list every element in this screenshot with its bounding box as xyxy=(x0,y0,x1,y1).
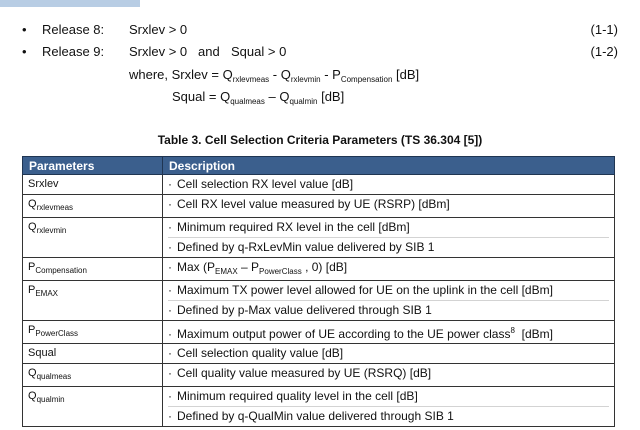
squal-definition: Squal = $Q_{qualmeas} - Q_{qualmin}$ [dB] xyxy=(172,89,345,106)
param-q-qualmeas: $Q_{qualmeas}$ xyxy=(23,364,163,387)
description-cell: · Cell selection quality value [dB] xyxy=(163,344,615,364)
srxlev-definition: where, Srxlev = $Q_{rxlevmeas} - Q_{rxlevmin} - P_{Compensation}$ [dB] xyxy=(129,67,420,84)
parameters-table xyxy=(22,156,615,427)
table-row xyxy=(23,344,615,364)
table-row xyxy=(23,218,615,258)
top-color-band xyxy=(0,0,140,7)
table-row xyxy=(23,175,615,195)
equation-number-1-1: (1-1) xyxy=(590,22,618,37)
release-9-and: and xyxy=(198,44,220,59)
release-9-expression-b: Squal > 0 xyxy=(231,44,287,59)
footnote-ref: 8 xyxy=(510,326,515,335)
table-row xyxy=(23,195,615,218)
table-header-row xyxy=(23,157,615,175)
header-parameters: Parameters xyxy=(23,157,163,175)
release-8-label: Release 8: xyxy=(42,22,105,37)
description-cell: · Minimum required quality level in the cell [dB] · Defined by q-QualMin value delivered through SIB 1 xyxy=(163,387,615,427)
param-srxlev: Srxlev xyxy=(23,175,163,195)
release-9-expression-a: Srxlev > 0 xyxy=(129,44,188,59)
table-caption: Table 3. Cell Selection Criteria Parameters (TS 36.304 [5]) xyxy=(157,133,483,147)
header-description: Description xyxy=(163,157,615,175)
table-row xyxy=(23,281,615,321)
release-9-label: Release 9: xyxy=(42,44,105,59)
description-cell: · Cell RX level value measured by UE (RSRP) [dBm] xyxy=(163,195,615,218)
table-row xyxy=(23,321,615,344)
equation-number-1-2: (1-2) xyxy=(590,44,618,59)
param-q-qualmin: $Q_{qualmin}$ xyxy=(23,387,163,427)
bullet-icon: • xyxy=(22,44,27,59)
release-8-expression: Srxlev > 0 xyxy=(129,22,188,37)
table-row xyxy=(23,364,615,387)
param-p-powerclass: $P_{PowerClass}$ xyxy=(23,321,163,344)
description-cell: · Cell selection RX level value [dB] xyxy=(163,175,615,195)
param-q-rxlevmin: $Q_{rxlevmin}$ xyxy=(23,218,163,258)
description-cell: · Maximum output power of UE according to the UE power class$^8$ [dBm] xyxy=(163,321,615,344)
description-cell: · Cell quality value measured by UE (RSRQ) [dB] xyxy=(163,364,615,387)
description-cell: · Maximum TX power level allowed for UE on the uplink in the cell [dBm] · Defined by p-Max value delivered through SIB 1 xyxy=(163,281,615,321)
table-row xyxy=(23,387,615,427)
description-cell: · Max ($P_{EMAX} - P_{PowerClass}$ , 0) [dB] xyxy=(163,258,615,281)
param-p-emax: $P_{EMAX}$ xyxy=(23,281,163,321)
param-q-rxlevmeas: $Q_{rxlevmeas}$ xyxy=(23,195,163,218)
param-squal: Squal xyxy=(23,344,163,364)
description-cell: · Minimum required RX level in the cell [dBm] · Defined by q-RxLevMin value delivered by SIB 1 xyxy=(163,218,615,258)
bullet-icon: • xyxy=(22,22,27,37)
param-p-compensation: $P_{Compensation}$ xyxy=(23,258,163,281)
table-row xyxy=(23,258,615,281)
